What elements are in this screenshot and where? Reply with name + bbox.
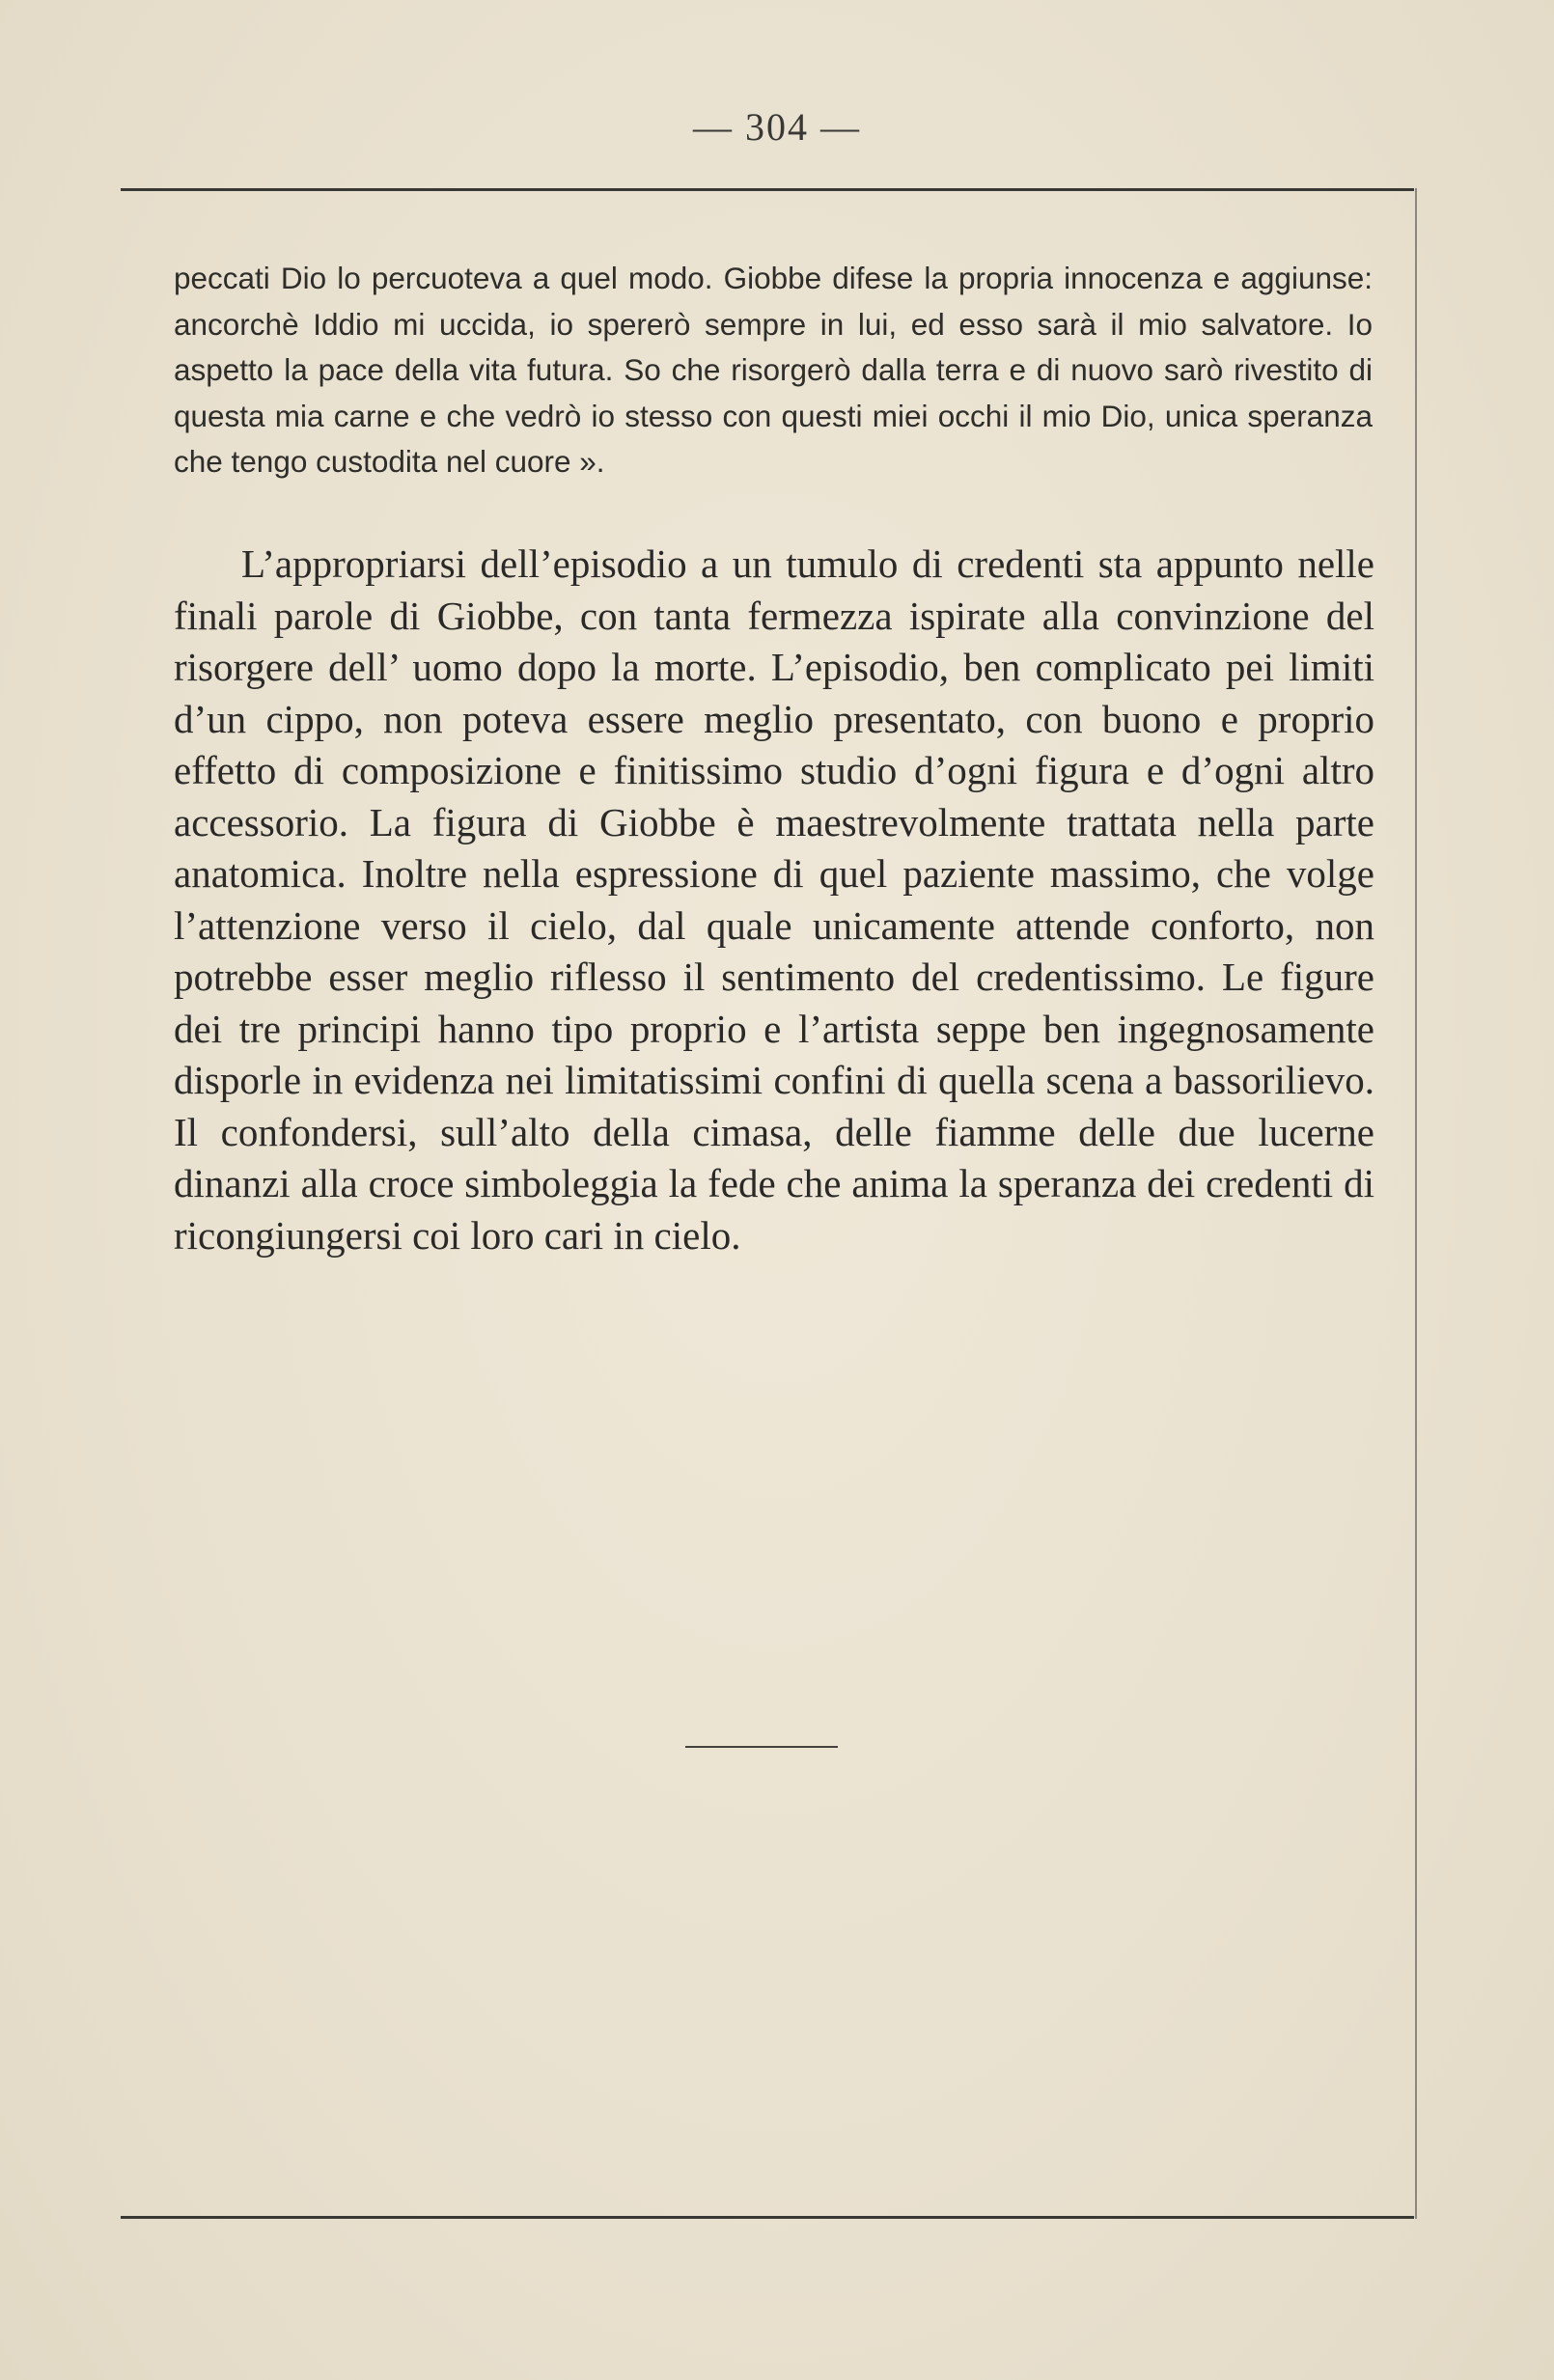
page-number: — 304 —	[693, 105, 861, 149]
main-paragraph: L’appropriarsi dell’episodio a un tumulo di credenti sta appunto nelle finali parole di Giobbe, con tanta fermezza ispirate alla convinzione del risorgere dell’ uomo dopo la morte. L’episodio, ben complicato pei limiti d’un cippo, non poteva essere meglio presentato, con buono e proprio effetto di composizione e finitissimo studio d’ogni figura e d’ogni altro accessorio. La figura di Giobbe è maestrevolmente trattata nella parte anatomica. Inoltre nella espressione di quel paziente massimo, che volge l’attenzione verso il cielo, dal quale unicamente attende conforto, non potrebbe esser meglio riflesso il sentimento del credentissimo. Le figure dei tre principi hanno tipo proprio e l’artista seppe ben ingegnosamente disporle in evidenza nei limitatissimi confini di quella scena a bassorilievo. Il confondersi, sull’alto della cimasa, delle fiamme delle due lucerne dinanzi alla croce simboleggia la fede che anima la speranza dei credenti di ricongiungersi coi loro cari in cielo.	[174, 541, 1374, 1258]
quotation-paragraph: peccati Dio lo percuoteva a quel modo. Giobbe difese la propria innocenza e aggiunse: ancorchè Iddio mi uccida, io spererò sempre in lui, ed esso sarà il mio salvatore. Io aspetto la pace della vita futura. So che risorgerò dalla terra e di nuovo sarò rivestito di questa mia carne e che vedrò io stesso con questi miei occhi il mio Dio, unica speranza che tengo custodita nel cuore ».	[174, 261, 1373, 479]
right-frame-line	[1415, 188, 1417, 2219]
top-rule	[121, 188, 1414, 191]
bottom-rule	[121, 2216, 1414, 2219]
end-rule	[685, 1746, 838, 1748]
